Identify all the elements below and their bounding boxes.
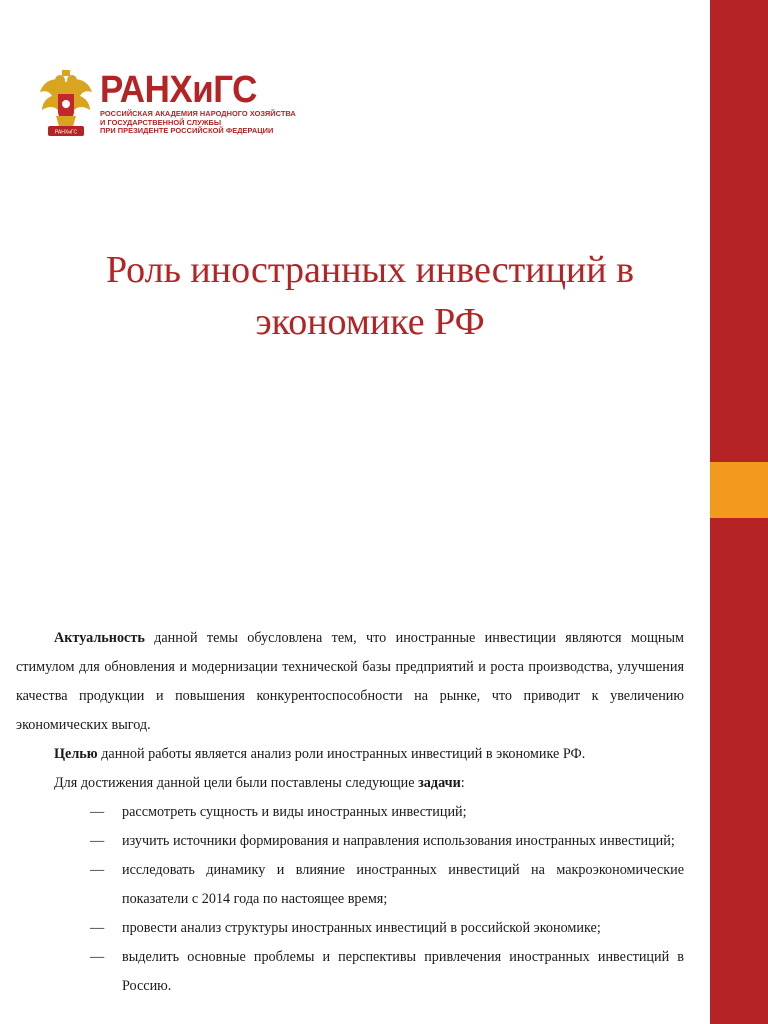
tasks-label: задачи <box>418 775 461 791</box>
coat-of-arms-icon <box>38 68 94 140</box>
side-stripe-accent <box>710 462 768 518</box>
document-body <box>16 624 684 1001</box>
relevance-label: Актуальность <box>54 630 145 646</box>
brand-subtitle-2: И ГОСУДАРСТВЕННОЙ СЛУЖБЫ <box>100 117 222 127</box>
brand-subtitle-3: ПРИ ПРЕЗИДЕНТЕ РОССИЙСКОЙ ФЕДЕРАЦИИ <box>100 126 274 136</box>
list-item-text: изучить источники формирования и направления использования иностранных инвестиций; <box>122 833 675 849</box>
title-line-1: Роль иностранных инвестиций в <box>105 249 635 291</box>
list-dash: — <box>90 833 105 849</box>
goal-text: данной работы является анализ роли иностранных инвестиций в экономике РФ. <box>97 746 586 762</box>
brand-name: РАНХиГС <box>100 69 257 111</box>
goal-paragraph <box>16 740 684 769</box>
list-dash: — <box>90 804 105 820</box>
ranepa-logo <box>38 68 296 140</box>
tasks-list <box>16 798 684 1001</box>
title-line-2: экономике РФ <box>255 301 485 343</box>
svg-text:РАНХиГС: РАНХиГС <box>54 129 78 136</box>
tasks-colon: : <box>460 775 465 791</box>
list-dash: — <box>90 949 105 965</box>
list-item <box>16 943 684 1001</box>
brand-subtitle-1: РОССИЙСКАЯ АКАДЕМИЯ НАРОДНОГО ХОЗЯЙСТВА <box>100 109 296 118</box>
list-item <box>16 798 684 827</box>
brand-block <box>100 70 296 136</box>
relevance-paragraph <box>16 624 684 740</box>
list-item <box>16 914 684 943</box>
relevance-text: данной темы обусловлена тем, что иностранные инвестиции являются мощным стимулом для обновления и модернизации технической базы предприятий и роста производства, улучшения качества продукции и повышения конкурентоспособности на рынке, что приводит к увеличению экономических выгод. <box>16 630 684 733</box>
list-item-text: рассмотреть сущность и виды иностранных инвестиций; <box>122 804 467 820</box>
document-title <box>20 244 720 348</box>
list-item-text: исследовать динамику и влияние иностранных инвестиций на макроэкономические показатели с 2014 года по настоящее время; <box>122 862 684 907</box>
list-dash: — <box>90 920 105 936</box>
list-item-text: выделить основные проблемы и перспективы привлечения иностранных инвестиций в Россию. <box>122 949 684 994</box>
list-item <box>16 856 684 914</box>
goal-label: Целью <box>54 746 98 762</box>
list-item-text: провести анализ структуры иностранных инвестиций в российской экономике; <box>122 920 601 936</box>
list-item <box>16 827 684 856</box>
tasks-intro-paragraph <box>16 769 684 798</box>
tasks-intro-text: Для достижения данной цели были поставлены следующие <box>54 775 419 791</box>
list-dash: — <box>90 862 105 878</box>
